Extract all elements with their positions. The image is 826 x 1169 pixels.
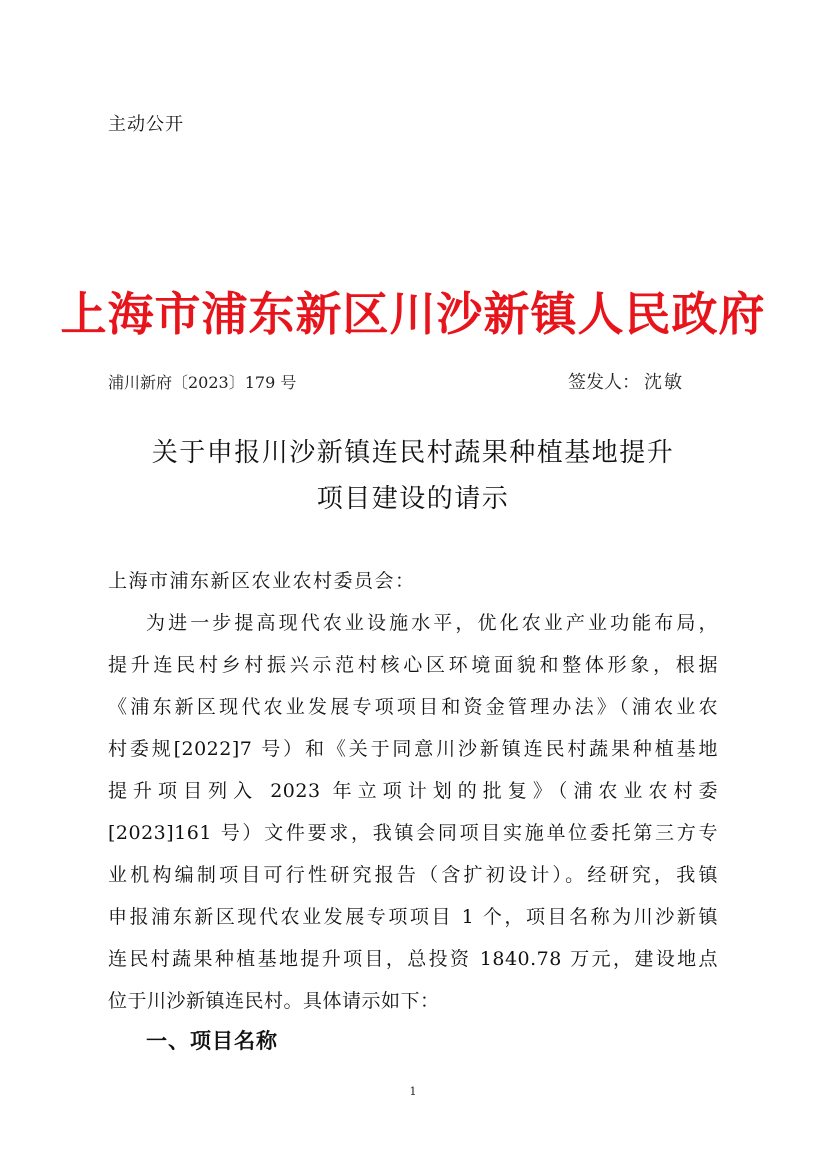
- body-text-line: 《浦东新区现代农业发展专项项目和资金管理办法》（浦农业农: [108, 696, 718, 718]
- body-text-line: 为进一步提高现代农业设施水平，优化农业产业功能布局，: [146, 612, 718, 634]
- body-text-line: 申报浦东新区现代农业发展专项项目 1 个，项目名称为川沙新镇: [108, 906, 718, 928]
- body-text-line: [2023]161 号）文件要求，我镇会同项目实施单位委托第三方专: [108, 822, 718, 844]
- page-number: 1: [409, 1085, 417, 1098]
- disclosure-label: 主动公开: [108, 114, 184, 135]
- body-text-line: 业机构编制项目可行性研究报告（含扩初设计）。经研究，我镇: [108, 864, 718, 886]
- signer-block: [568, 368, 684, 394]
- signer-name: 沈敏: [644, 372, 684, 393]
- document-title-line-1: 关于申报川沙新镇连民村蔬果种植基地提升: [151, 438, 675, 468]
- body-text-line: 提升项目列入 2023 年立项计划的批复》（浦农业农村委: [108, 780, 718, 802]
- document-title-line-2: 项目建设的请示: [316, 484, 510, 514]
- body-text-line: 位于川沙新镇连民村。具体请示如下：: [108, 990, 440, 1012]
- document-number: 浦川新府〔2023〕179 号: [108, 373, 297, 392]
- section-heading-project-name: 一、项目名称: [146, 1029, 278, 1053]
- body-text-line: 连民村蔬果种植基地提升项目，总投资 1840.78 万元，建设地点: [108, 948, 718, 970]
- addressee: 上海市浦东新区农业农村委员会：: [108, 570, 416, 592]
- issuing-authority-title: 上海市浦东新区川沙新镇人民政府: [60, 287, 766, 341]
- body-text-line: 村委规[2022]7 号）和《关于同意川沙新镇连民村蔬果种植基地: [108, 738, 718, 760]
- signer-label: 签发人：: [568, 372, 640, 393]
- body-text-line: 提升连民村乡村振兴示范村核心区环境面貌和整体形象，根据: [108, 654, 718, 676]
